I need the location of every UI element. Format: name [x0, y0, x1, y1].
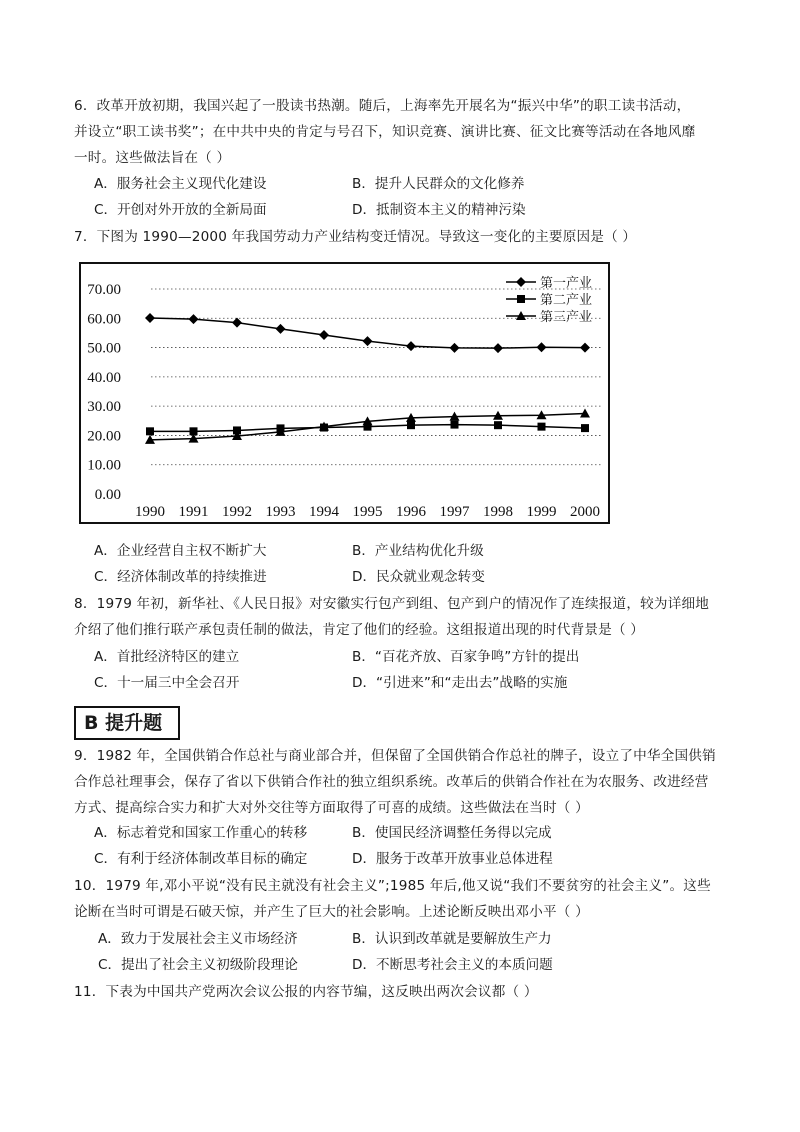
q7-option-a: A．企业经营自主权不断扩大: [94, 543, 267, 559]
series-2-point: [494, 421, 502, 429]
x-tick-label: 1994: [309, 504, 339, 520]
x-tick-label: 1990: [135, 504, 165, 520]
q11-stem-line-1: 11．下表为中国共产党两次会议公报的内容节编，这反映出两次会议都（ ）: [74, 984, 538, 1000]
q8-stem-line-1: 8．1979 年初，新华社、《人民日报》对安徽实行包产到组、包产到户的情况作了连续报道，较为详细地: [74, 596, 710, 612]
q7-option-c: C．经济体制改革的持续推进: [94, 569, 267, 585]
q6-option-d: D．抵制资本主义的精神污染: [352, 202, 526, 218]
q9-stem-line-2: 合作总社理事会，保存了省以下供销合作社的独立组织系统。改革后的供销合作社在为农服务、改进经营: [74, 774, 709, 790]
q8-option-b: B．“百花齐放、百家争鸣”方针的提出: [352, 649, 580, 665]
series-1-point: [189, 314, 199, 324]
series-2-point: [407, 421, 415, 429]
x-tick-label: 1992: [222, 504, 252, 520]
x-tick-label: 1991: [178, 504, 209, 520]
q7-option-d: D．民众就业观念转变: [352, 569, 485, 585]
y-tick-label: 30.00: [87, 399, 121, 416]
q7-option-b: B．产业结构优化升级: [352, 543, 484, 559]
q9-option-d: D．服务于改革开放事业总体进程: [352, 851, 553, 867]
x-tick-label: 1993: [265, 504, 296, 520]
q8-option-d: D．“引进来”和“走出去”战略的实施: [352, 675, 568, 691]
q9-stem-line-1: 9．1982 年，全国供销合作总社与商业部合并，但保留了全国供销合作总社的牌子，设立了中华全国供销: [74, 748, 716, 764]
q6-option-a: A．服务社会主义现代化建设: [94, 176, 267, 192]
y-tick-label: 0.00: [94, 487, 121, 503]
labor-structure-chart: [79, 262, 610, 524]
q10-stem-line-2: 论断在当时可谓是石破天惊，并产生了巨大的社会影响。上述论断反映出邓小平（ ）: [74, 904, 589, 920]
series-1-point: [493, 343, 503, 353]
series-2-point: [451, 421, 459, 429]
q10-stem-line-1: 10．1979 年,邓小平说“没有民主就没有社会主义”;1985 年后,他又说“我们不要贫穷的社会主义”。这些: [74, 878, 711, 894]
q9-stem-line-3: 方式、提高综合实力和扩大对外交往等方面取得了可喜的成绩。这些做法在当时（ ）: [74, 800, 589, 816]
x-tick-label: 1995: [352, 504, 383, 520]
legend-marker-2: [517, 295, 525, 303]
legend-label-3: 第三产业: [540, 310, 593, 325]
x-tick-label: 1999: [526, 504, 557, 520]
q10-option-a: A．致力于发展社会主义市场经济: [98, 931, 298, 947]
y-tick-label: 70.00: [87, 282, 121, 298]
legend-label-2: 第二产业: [540, 293, 593, 308]
q10-option-c: C．提出了社会主义初级阶段理论: [98, 957, 298, 973]
y-tick-label: 60.00: [87, 311, 121, 328]
legend-marker-1: [516, 277, 526, 287]
x-tick-label: 2000: [570, 504, 600, 520]
chart-svg: [81, 264, 608, 522]
series-1-point: [537, 342, 547, 352]
q6-stem-line-2: 并设立“职工读书奖”；在中共中央的肯定与号召下，知识竞赛、演讲比赛、征文比赛等活动在各地风靡: [74, 124, 696, 140]
q10-option-d: D．不断思考社会主义的本质问题: [352, 957, 553, 973]
legend-label-1: 第一产业: [540, 276, 593, 291]
q6-stem-line-1: 6．改革开放初期，我国兴起了一股读书热潮。随后，上海率先开展名为“振兴中华”的职工读书活动，: [74, 98, 691, 114]
series-2-point: [538, 423, 546, 431]
y-tick-label: 20.00: [87, 428, 121, 445]
series-1-point: [450, 343, 460, 353]
q9-option-a: A．标志着党和国家工作重心的转移: [94, 825, 308, 841]
q6-option-b: B．提升人民群众的文化修养: [352, 176, 525, 192]
series-1-point: [232, 318, 242, 328]
series-1-point: [406, 341, 416, 351]
q6-stem-line-3: 一时。这些做法旨在（ ）: [74, 150, 231, 166]
y-tick-label: 40.00: [87, 369, 121, 386]
q8-option-a: A．首批经济特区的建立: [94, 649, 240, 665]
x-tick-label: 1996: [396, 504, 426, 520]
series-1-point: [363, 336, 373, 346]
q9-option-c: C．有利于经济体制改革目标的确定: [94, 851, 308, 867]
q10-option-b: B．认识到改革就是要解放生产力: [352, 931, 552, 947]
x-tick-label: 1997: [439, 504, 470, 520]
section-b-heading: B 提升题: [74, 706, 180, 740]
x-tick-label: 1998: [483, 504, 513, 520]
q7-stem-line-1: 7．下图为 1990—2000 年我国劳动力产业结构变迁情况。导致这一变化的主要原因是（ ）: [74, 229, 637, 245]
series-2-point: [581, 424, 589, 432]
series-1-point: [145, 313, 155, 323]
y-tick-label: 10.00: [87, 457, 121, 474]
series-1-point: [319, 330, 329, 340]
series-1-point: [580, 343, 590, 353]
y-tick-label: 50.00: [87, 340, 121, 357]
q6-option-c: C．开创对外开放的全新局面: [94, 202, 267, 218]
series-1-point: [276, 324, 286, 334]
q9-option-b: B．使国民经济调整任务得以完成: [352, 825, 552, 841]
q8-option-c: C．十一届三中全会召开: [94, 675, 240, 691]
series-2-point: [146, 427, 154, 435]
q8-stem-line-2: 介绍了他们推行联产承包责任制的做法，肯定了他们的经验。这组报道出现的时代背景是（ ）: [74, 622, 645, 638]
